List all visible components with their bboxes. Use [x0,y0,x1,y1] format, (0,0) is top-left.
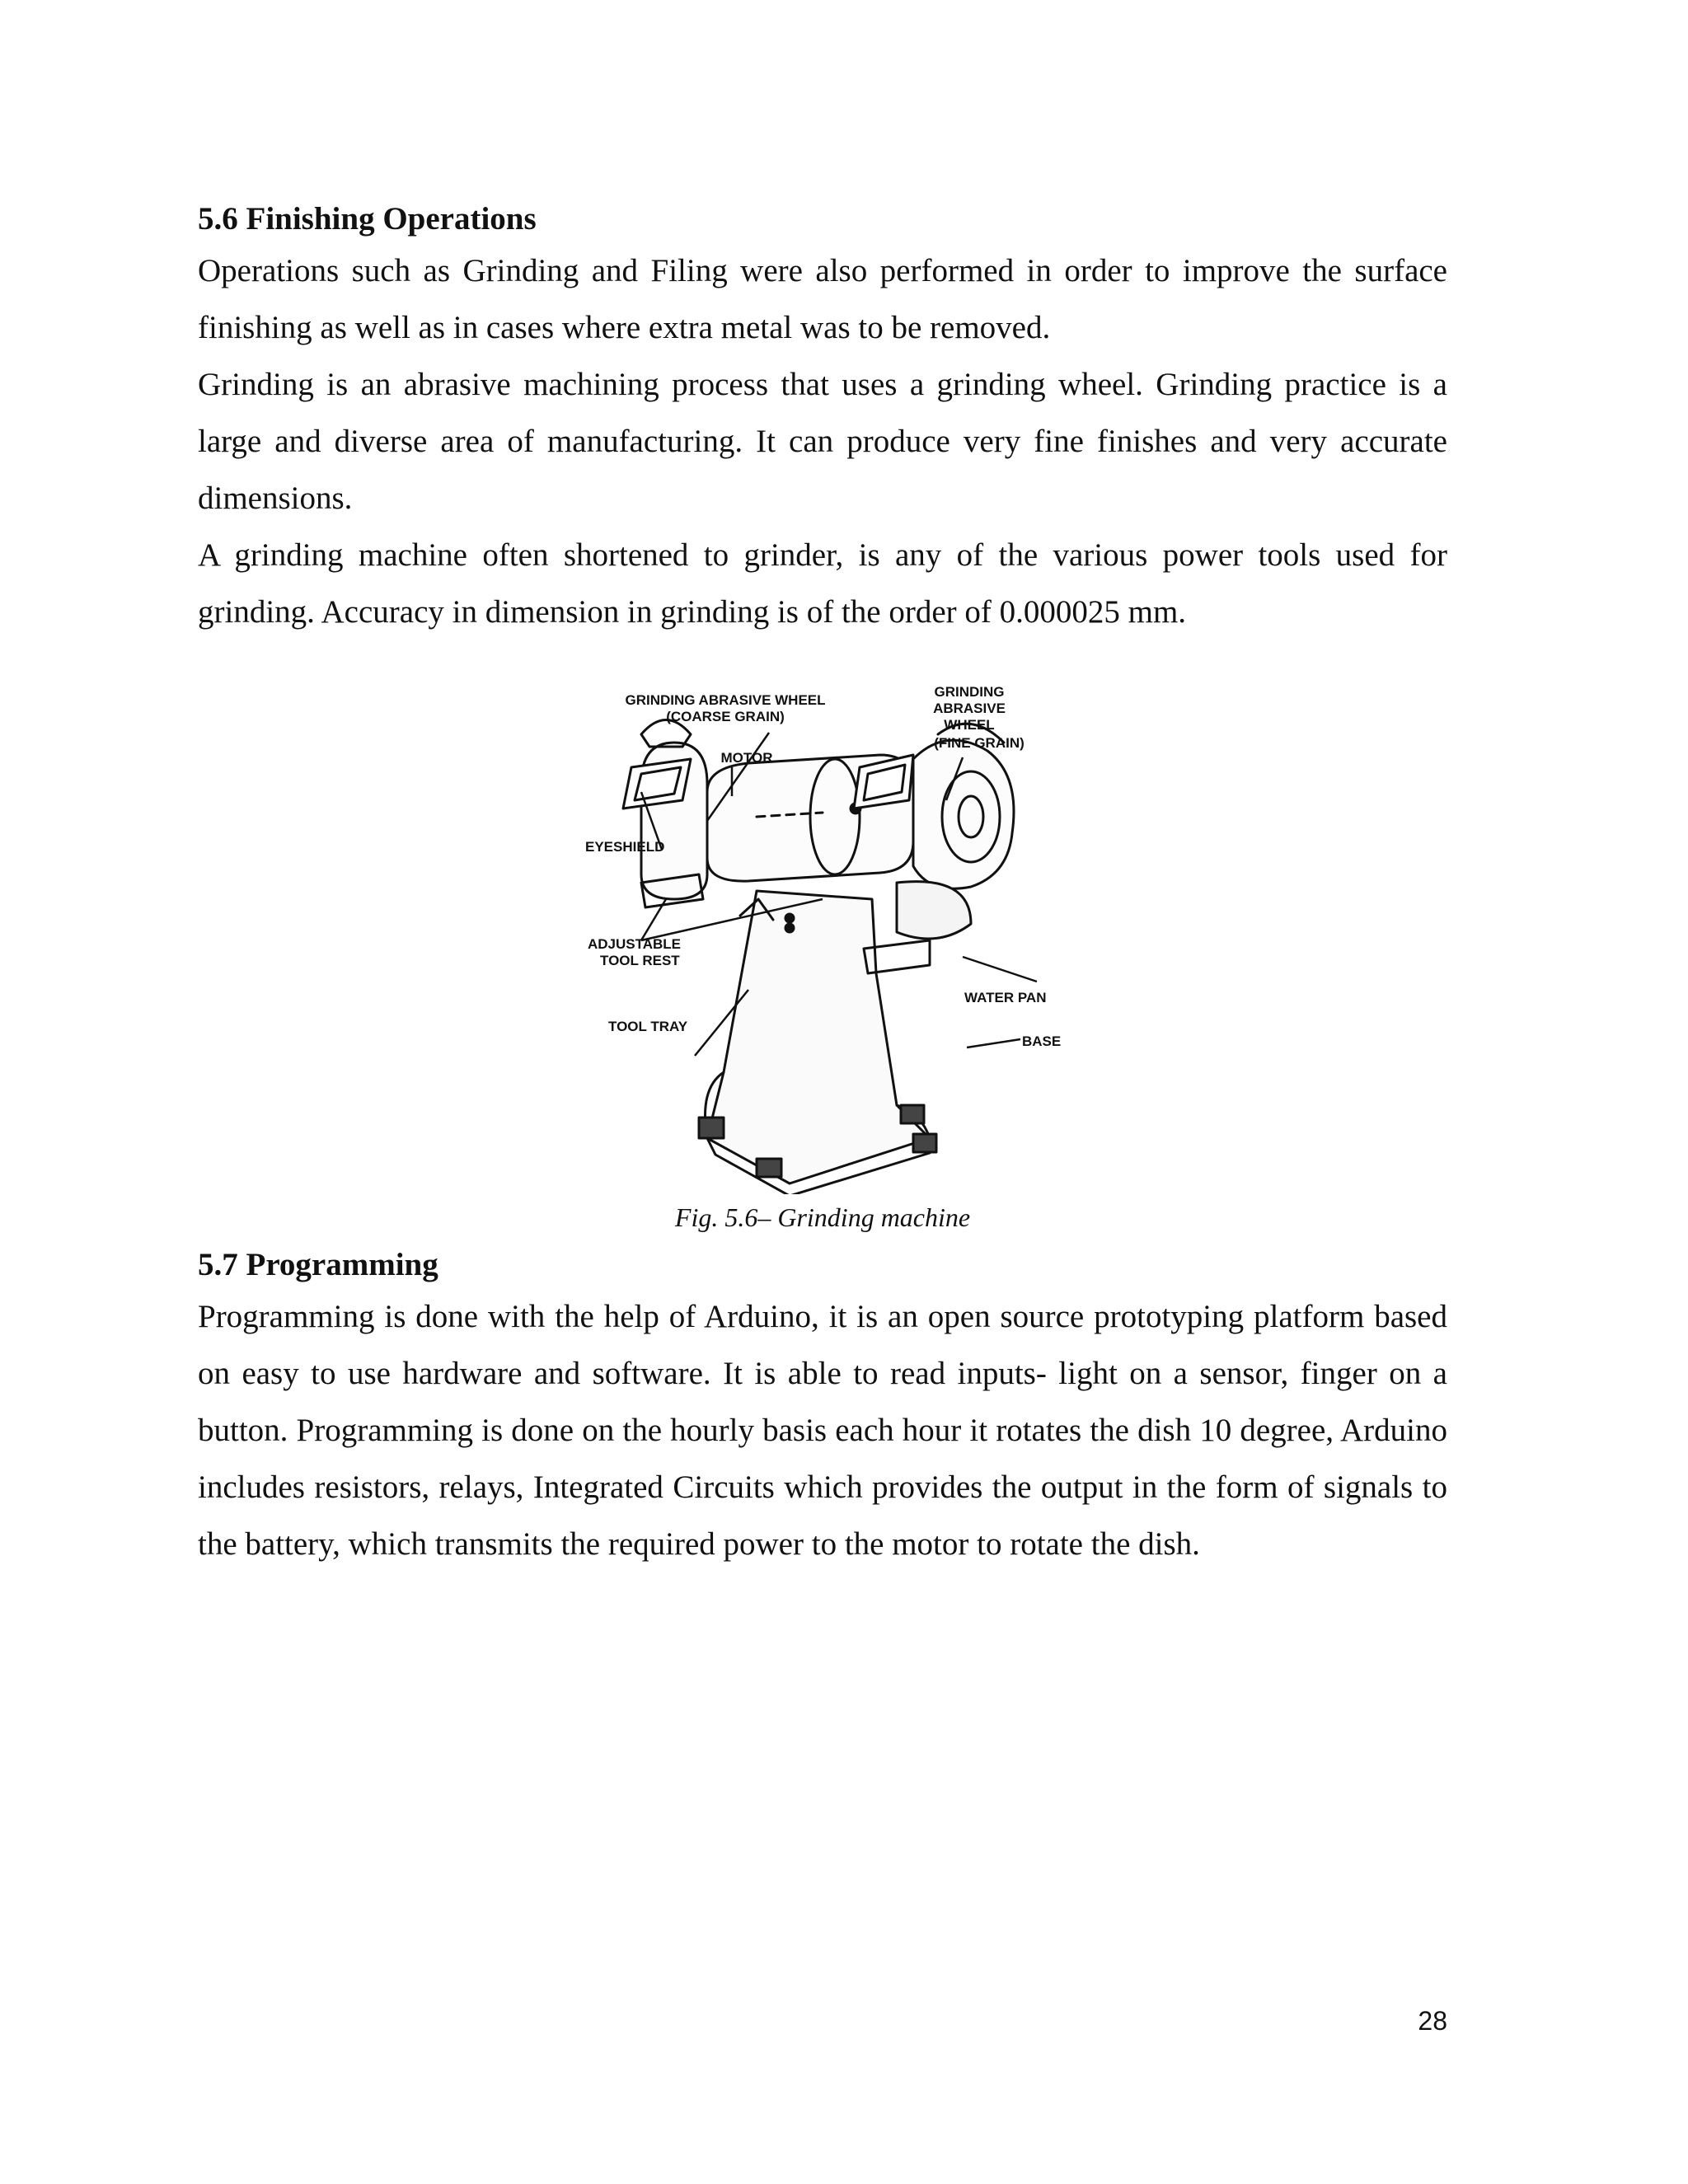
paragraph: Programming is done with the help of Arduino, it is an open source prototyping platform based on easy to use hardware and software. It is able to read inputs- light on a sensor, finger on a button. Programming is done on the hourly basis each hour it rotates the dish 10 degree, Arduino includes resistors, relays, Integrated Circuits which provides the output in the form of signals to the battery, which transmits the required power to the motor to rotate the dish. [198,1299,1447,1562]
figure-grinding-machine [198,677,1447,1194]
label-base: BASE [1022,1033,1062,1049]
label-fine-wheel-3: WHEEL [944,717,995,733]
label-coarse-grain: (COARSE GRAIN) [666,709,785,724]
label-adjustable: ADJUSTABLE [588,936,682,952]
section-heading-5-6: 5.6 Finishing Operations [198,201,537,237]
label-tool-tray: TOOL TRAY [608,1019,688,1034]
label-motor: MOTOR [720,750,773,766]
label-fine-grain: (FINE GRAIN) [934,735,1025,751]
page-content [198,196,1447,1572]
section-heading-5-7: 5.7 Programming [198,1247,438,1282]
figure-caption: Fig. 5.6– Grinding machine [674,1202,971,1232]
label-coarse-wheel: GRINDING ABRASIVE WHEEL [625,692,826,708]
paragraph: A grinding machine often shortened to grinder, is any of the various power tools used for grinding. Accuracy in dimension in grinding is of the order of 0.000025 mm. [198,537,1447,630]
paragraph: Operations such as Grinding and Filing were also performed in order to improve the surface finishing as well as in cases where extra metal was to be removed. [198,253,1447,345]
paragraph: Grinding is an abrasive machining process that uses a grinding wheel. Grinding practice is a large and diverse area of manufacturing. It can produce very fine finishes and very accurate dimensions. [198,367,1447,516]
label-water-pan: WATER PAN [964,990,1047,1005]
grinding-machine-illustration [584,677,1095,1194]
page-number: 28 [1418,2006,1447,2036]
label-tool-rest: TOOL REST [600,953,680,968]
label-fine-wheel-2: ABRASIVE [933,701,1006,716]
label-eyeshield: EYESHIELD [585,839,665,855]
label-fine-wheel-1: GRINDING [934,684,1005,700]
